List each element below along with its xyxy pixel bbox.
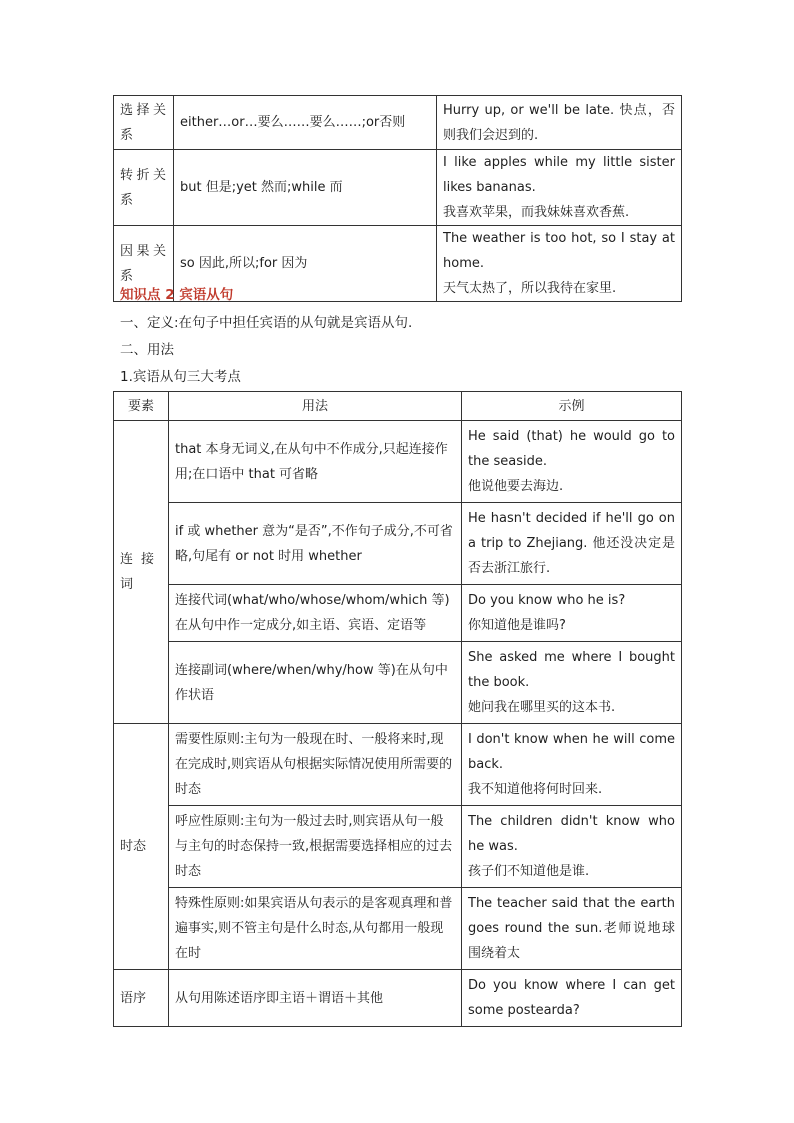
example-line: 你知道他是谁吗? [468,618,566,633]
example-line: Do you know where I can get some postearda? [468,978,675,1018]
example-line: 孩子们不知道他是谁. [468,864,590,879]
usage-title: 二、用法 [120,342,174,358]
example-line: 他说他要去海边. [468,479,564,494]
table-row [114,724,682,806]
example-cell [462,724,682,806]
usage-cell: 需要性原则:主句为一般现在时、一般将来时,现在完成时,则宾语从句根据实际情况使用所需要的时态 [169,724,462,806]
element-key: 连接词 [114,421,169,724]
relation-example [437,96,682,150]
example-line: He hasn't decided if he'll go on a trip to Zhejiang. 他还没决定是否去浙江旅行. [468,511,675,576]
relation-example [437,150,682,226]
conjunction-table [113,95,682,302]
example-line: 天气太热了，所以我待在家里. [443,281,617,296]
table-row [114,503,682,585]
usage-cell: 连接副词(where/when/why/how 等)在从句中作状语 [169,642,462,724]
example-line: 我喜欢苹果，而我妹妹喜欢香蕉. [443,205,630,220]
relation-type: 选择关系 [114,96,174,150]
example-line: 她问我在哪里买的这本书. [468,700,616,715]
table-row [114,96,682,150]
table-row [114,642,682,724]
element-key: 时态 [114,724,169,970]
usage-cell: 呼应性原则:主句为一般过去时,则宾语从句一般与主句的时态保持一致,根据需要选择相应的过去时态 [169,806,462,888]
example-line: The teacher said that the earth goes round the sun.老师说地球围绕着太 [468,896,675,961]
usage-cell: if 或 whether 意为“是否”,不作句子成分,不可省略,句尾有 or not 时用 whether [169,503,462,585]
table-header-row [114,392,682,421]
usage-cell: 特殊性原则:如果宾语从句表示的是客观真理和普遍事实,则不管主句是什么时态,从句都用一般现在时 [169,888,462,970]
usage-cell: that 本身无词义,在从句中不作成分,只起连接作用;在口语中 that 可省略 [169,421,462,503]
sub-title: 1.宾语从句三大考点 [120,369,241,385]
example-line: Hurry up, or we'll be late. 快点，否则我们会迟到的. [443,102,675,143]
table-row [114,150,682,226]
relation-type: 因果关系 [114,226,174,302]
section-heading: 知识点 2 宾语从句 [120,287,234,303]
example-cell [462,642,682,724]
example-line: He said (that) he would go to the seaside. [468,429,675,469]
example-line: Do you know who he is? [468,593,626,608]
example-cell [462,503,682,585]
example-cell [462,585,682,642]
example-cell [462,888,682,970]
relation-type: 转折关系 [114,150,174,226]
relation-usage: but 但是;yet 然而;while 而 [174,150,437,226]
example-line: I like apples while my little sister likes bananas. [443,155,675,195]
example-cell [462,421,682,503]
example-cell [462,806,682,888]
example-cell [462,970,682,1027]
example-line: 我不知道他将何时回来. [468,782,603,797]
relation-example [437,226,682,302]
column-header: 示例 [462,392,682,421]
table-row [114,888,682,970]
table-row [114,806,682,888]
object-clause-table [113,391,682,1027]
definition-text: 一、定义:在句子中担任宾语的从句就是宾语从句. [120,315,413,331]
table-row [114,585,682,642]
example-line: She asked me where I bought the book. [468,650,675,690]
usage-cell: 连接代词(what/who/whose/whom/which 等)在从句中作一定成分,如主语、宾语、定语等 [169,585,462,642]
element-key: 语序 [114,970,169,1027]
example-line: The children didn't know who he was. [468,814,675,854]
relation-usage: either…or…要么……要么……;or否则 [174,96,437,150]
relation-usage: so 因此,所以;for 因为 [174,226,437,302]
usage-cell: 从句用陈述语序即主语＋谓语＋其他 [169,970,462,1027]
column-header: 用法 [169,392,462,421]
table-row [114,970,682,1027]
table-row [114,421,682,503]
example-line: The weather is too hot, so I stay at home. [443,231,675,271]
column-header: 要素 [114,392,169,421]
example-line: I don't know when he will come back. [468,732,675,772]
